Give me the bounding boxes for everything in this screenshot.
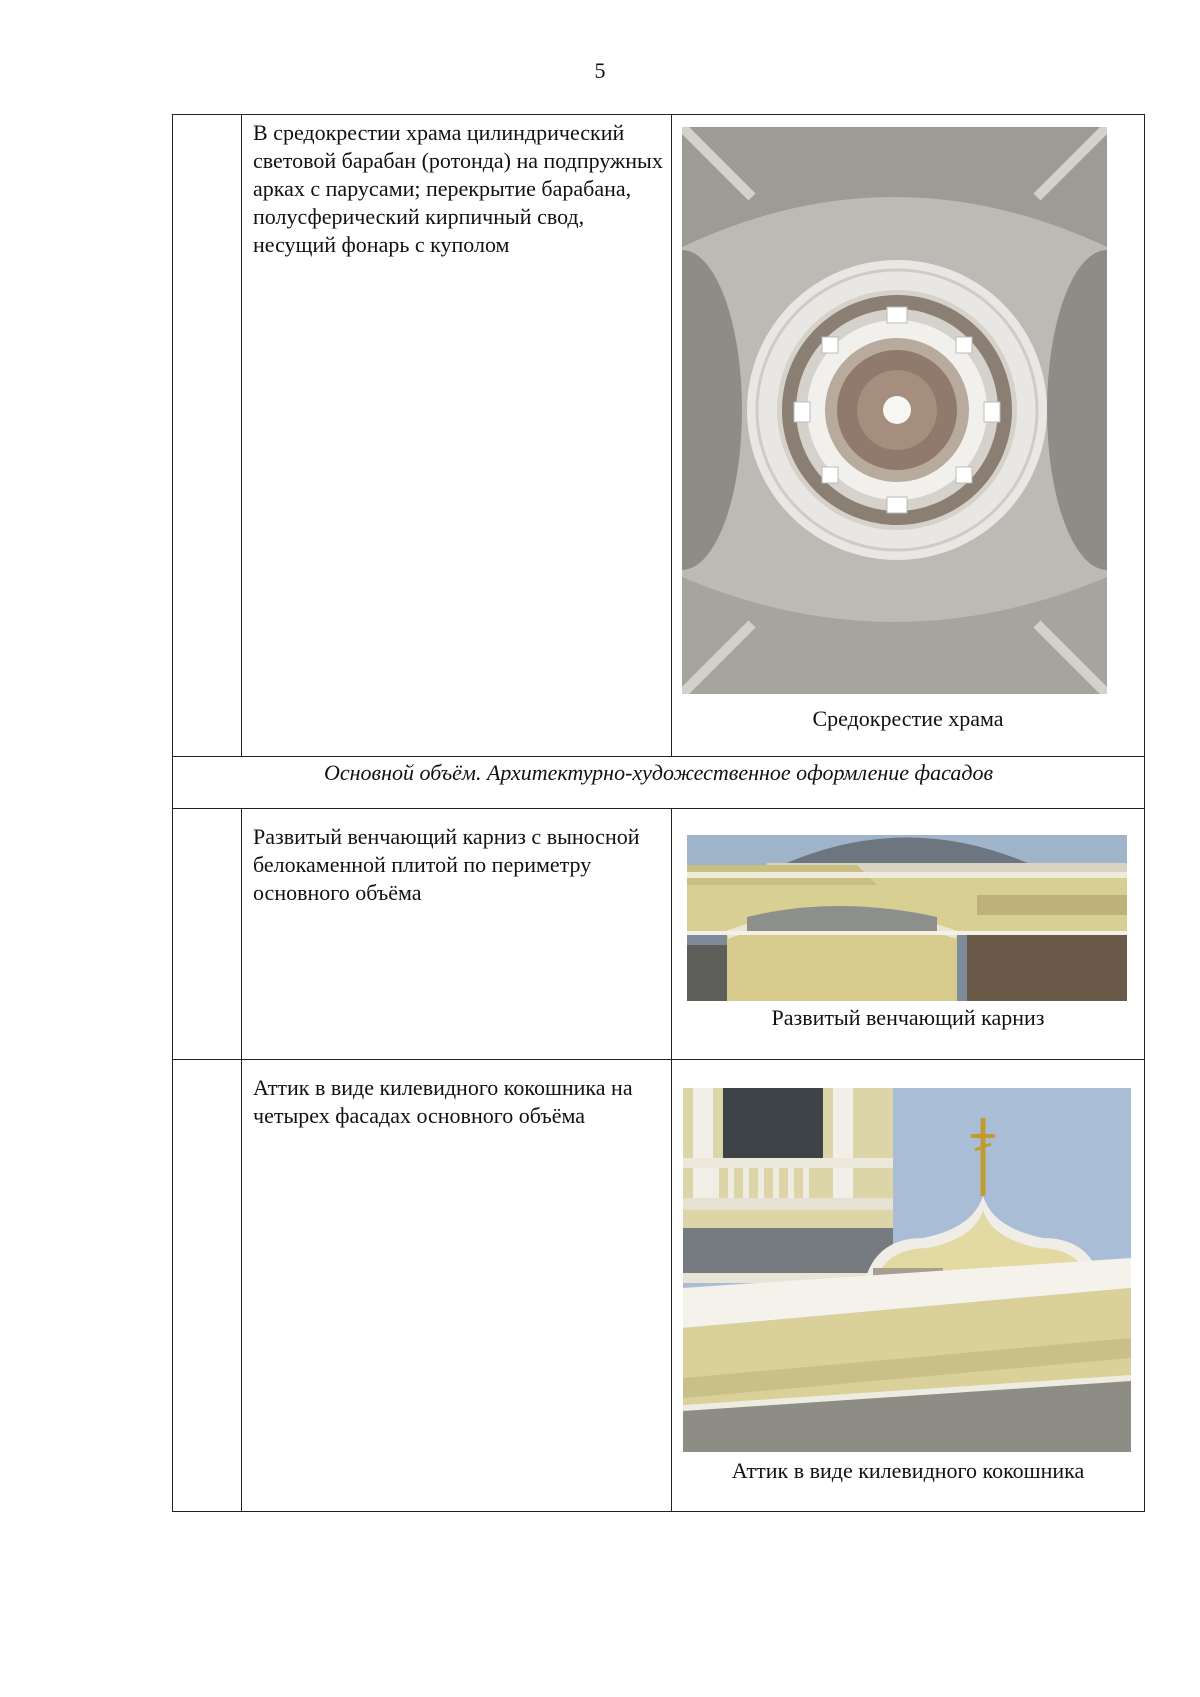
section-heading: Основной объём. Архитектурно-художественное оформление фасадов <box>323 760 994 785</box>
row-number-cell <box>173 809 242 1060</box>
figure-caption: Развитый венчающий карниз <box>771 1005 1045 1030</box>
section-heading-row <box>173 757 1145 809</box>
row-description: Развитый венчающий карниз с выносной белокаменной плитой по периметру основного объёма <box>253 824 640 905</box>
heritage-elements-table <box>172 114 1145 1512</box>
figure-caption: Аттик в виде килевидного кокошника <box>731 1458 1085 1483</box>
description-cell <box>242 1060 672 1512</box>
crossing-dome-photo <box>682 127 1107 694</box>
row-number-cell <box>173 1060 242 1512</box>
figure-cell <box>672 809 1145 1060</box>
row-description: Аттик в виде килевидного кокошника на четырех фасадах основного объёма <box>253 1075 633 1128</box>
cornice-photo <box>687 835 1127 1001</box>
page-number: 5 <box>594 58 606 83</box>
description-cell <box>242 809 672 1060</box>
figure-cell <box>672 115 1145 757</box>
section-heading-cell <box>173 757 1145 809</box>
table-row <box>173 1060 1145 1512</box>
row-number-cell <box>173 115 242 757</box>
figure-cell <box>672 1060 1145 1512</box>
kokoshnik-attic-photo <box>683 1088 1131 1452</box>
row-description: В средокрестии храма цилиндрический световой барабан (ротонда) на подпружных арках с парусами; перекрытие барабана, полусферический кирпичный свод, несущий фонарь с куполом <box>253 120 663 257</box>
description-cell <box>242 115 672 757</box>
figure-caption: Средокрестие храма <box>812 706 1004 731</box>
table-row <box>173 115 1145 757</box>
table-row <box>173 809 1145 1060</box>
